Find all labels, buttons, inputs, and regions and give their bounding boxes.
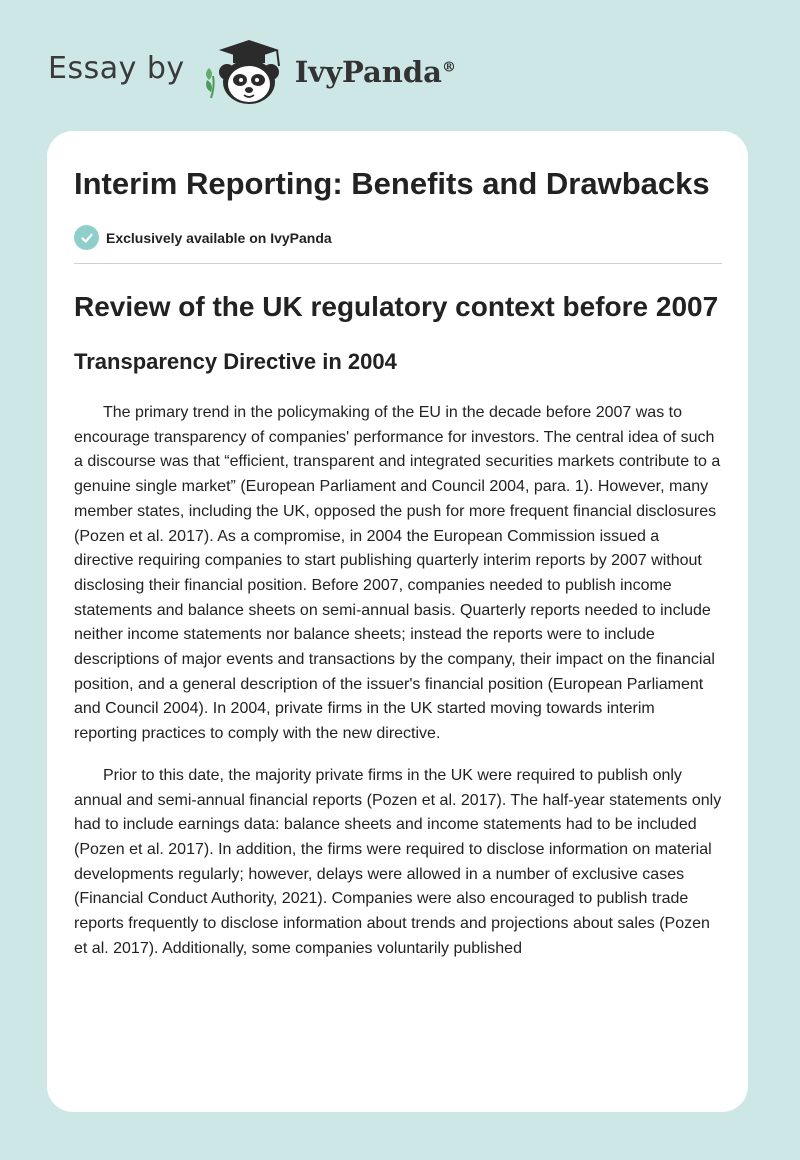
paragraph: Prior to this date, the majority private firms in the UK were required to publish only annual and semi-annual financial reports (Pozen et al. 2017). The half-year statements only had to include earnings data: balance sheets and income statements had to be included (Pozen et al. 2017). In addition, the firms were required to disclose information on material developments regularly; however, delays were allowed in a number of exclusive cases (Financial Conduct Authority, 2021). Companies were also encouraged to publish trade reports frequently to disclose information about trends and projections about sales (Pozen et al. 2017). Additionally, some companies voluntarily published <box>74 766 722 957</box>
essay-by-label: Essay by <box>48 50 185 86</box>
paragraph: The primary trend in the policymaking of the EU in the decade before 2007 was to encourage transparency of companies' performance for investors. The central idea of such a discourse was that “efficient, transparent and integrated securities markets contribute to a genuine single market” (European Parliament and Council 2004, para. 1). However, many member states, including the UK, opposed the push for more frequent financial disclosures (Pozen et al. 2017). As a compromise, in 2004 the European Commission issued a directive requiring companies to start publishing quarterly interim reports by 2007 without disclosing their financial position. Before 2007, companies needed to publish income statements and balance sheets on semi-annual basis. Quarterly reports needed to include neither income statements nor balance sheets; instead the reports were to include descriptions of major events and transactions by the company, their impact on the financial position, and a general description of the issuer's financial position (European Parliament and Council 2004). In 2004, private firms in the UK started moving towards interim reporting practices to comply with the new directive. <box>74 404 721 743</box>
check-icon <box>74 225 99 250</box>
exclusive-label: Exclusively available on IvyPanda <box>106 229 332 246</box>
divider <box>74 263 722 264</box>
brand-header <box>48 36 456 106</box>
exclusive-badge <box>74 225 722 250</box>
registered-mark: ® <box>441 59 456 76</box>
ivypanda-logo-icon[interactable] <box>199 36 291 106</box>
brand-name: IvyPanda <box>294 55 442 89</box>
page-title: Interim Reporting: Benefits and Drawbacks <box>74 166 710 201</box>
section-heading: Review of the UK regulatory context before 2007 <box>74 291 719 322</box>
subsection-heading: Transparency Directive in 2004 <box>74 349 397 374</box>
essay-card <box>47 131 748 1112</box>
ivypanda-wordmark[interactable] <box>295 55 456 89</box>
